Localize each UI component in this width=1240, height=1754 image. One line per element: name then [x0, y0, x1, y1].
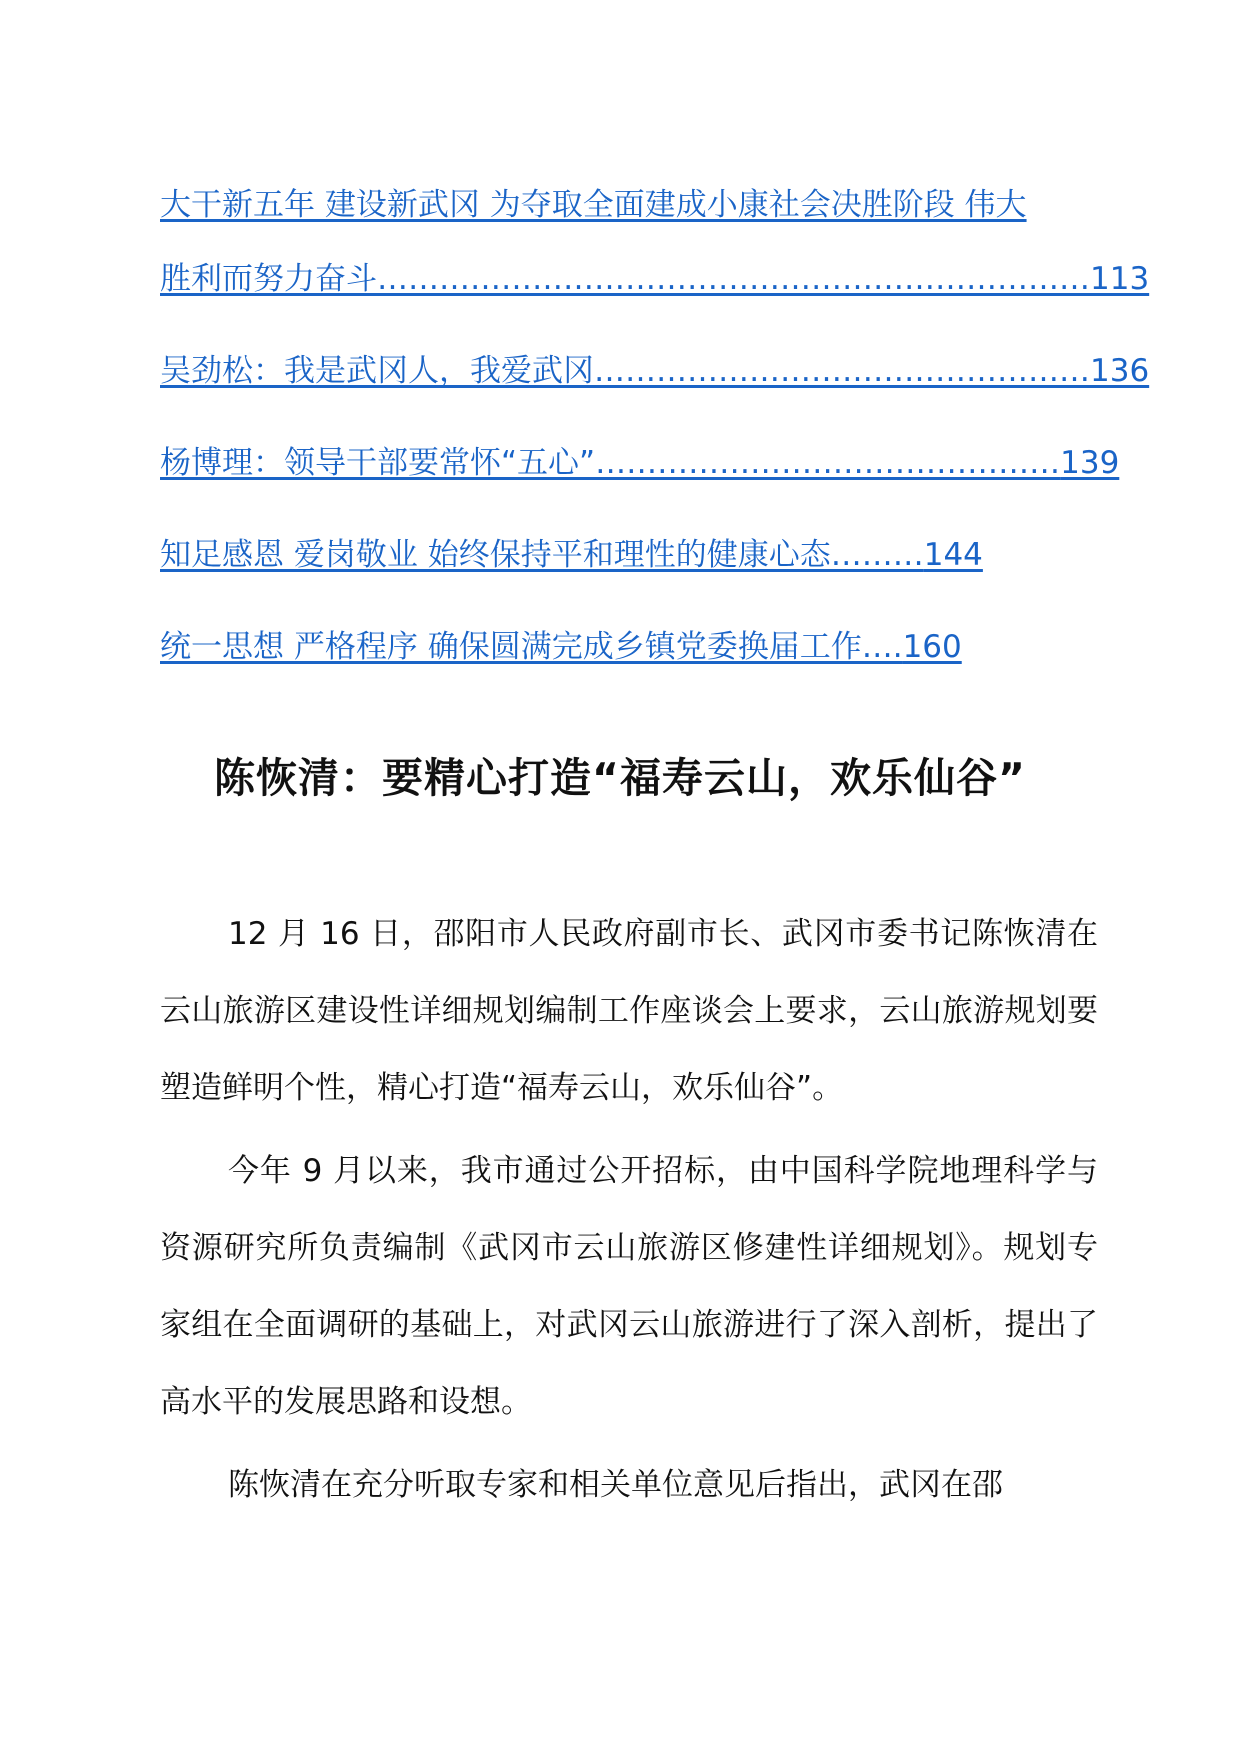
toc-page-number: 160	[902, 629, 962, 665]
toc-entry-title: 知足感恩 爱岗敬业 始终保持平和理性的健康心态………	[160, 537, 924, 573]
article-title: 陈恢清：要精心打造“福寿云山，欢乐仙谷”	[214, 754, 1026, 803]
table-of-contents	[160, 168, 1150, 684]
toc-entry-144[interactable]	[160, 518, 1100, 592]
toc-page-number: 113	[1090, 261, 1150, 297]
toc-entry-title: 吴劲松：我是武冈人，我爱武冈…………………………………………	[160, 353, 1090, 389]
toc-entry-136[interactable]	[160, 334, 1150, 408]
toc-entry-113[interactable]	[160, 168, 1100, 242]
toc-entry-title-line2: 胜利而努力奋斗……………………………………………………………	[160, 261, 1090, 297]
article-paragraph: 陈恢清在充分听取专家和相关单位意见后指出，武冈在邵	[228, 1467, 1003, 1503]
toc-entry-title: 统一思想 严格程序 确保圆满完成乡镇党委换届工作….	[160, 629, 903, 665]
article-paragraph: 今年 9 月以来，我市通过公开招标，由中国科学院地理科学与资源研究所负责编制《武冈市云山旅游区修建性详细规划》。规划专家组在全面调研的基础上，对武冈云山旅游进行了深入剖析，提出了高水平的发展思路和设想。	[160, 1153, 1098, 1420]
toc-entry-113-continued[interactable]	[160, 242, 1150, 316]
article-paragraph: 12 月 16 日，邵阳市人民政府副市长、武冈市委书记陈恢清在云山旅游区建设性详细规划编制工作座谈会上要求，云山旅游规划要塑造鲜明个性，精心打造“福寿云山，欢乐仙谷”。	[160, 916, 1098, 1106]
toc-page-number: 144	[923, 537, 983, 573]
toc-page-number: 139	[1060, 445, 1120, 481]
toc-entry-title-line1: 大干新五年 建设新武冈 为夺取全面建成小康社会决胜阶段 伟大	[160, 187, 1027, 223]
article-body	[160, 896, 1098, 1524]
toc-entry-139[interactable]	[160, 426, 1120, 500]
toc-entry-title: 杨博理：领导干部要常怀“五心”………………………………………	[160, 445, 1061, 481]
toc-entry-160[interactable]	[160, 610, 1100, 684]
toc-page-number: 136	[1090, 353, 1150, 389]
